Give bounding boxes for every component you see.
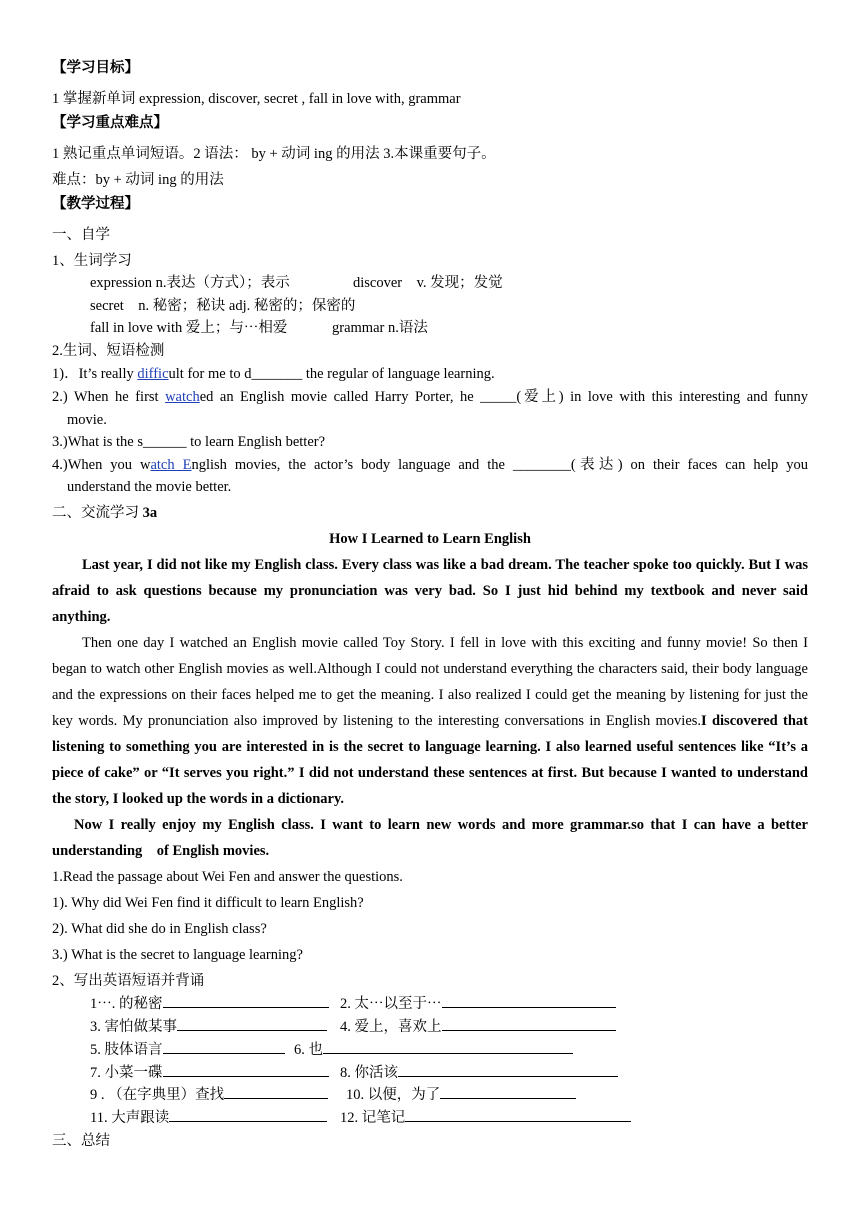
difficulty-text: 难点：by + 动词 ing 的用法	[52, 172, 224, 188]
phrase-12	[340, 1107, 631, 1128]
phrase-2-blank[interactable]	[442, 993, 616, 1008]
phrase-12-label: 12. 记笔记	[340, 1110, 406, 1126]
check-title: 2.生词、短语检测	[52, 343, 165, 359]
phrase-4-label: 4. 爱上，喜欢上	[340, 1019, 442, 1035]
phrase-title: 2、写出英语短语并背诵	[52, 973, 205, 989]
phrase-10-label: 10. 以便，为了	[346, 1087, 441, 1103]
phrase-8-label: 8. 你活该	[340, 1065, 398, 1081]
phrase-3-label: 3. 害怕做某事	[90, 1019, 177, 1035]
passage-paragraph-3	[52, 812, 808, 864]
phrase-5-label: 5. 肢体语言	[90, 1042, 163, 1058]
check-q1-pre: 1)．It’s really	[52, 366, 138, 382]
passage-paragraph-1	[52, 552, 808, 630]
passage-paragraph-1-text: Last year, I did not like my English class. Every class was like a bad dream. The teacher spoke too quickly. But I was afraid to ask questions because my pronunciation was very bad. So I just hid behind my textbook and never said anything.	[52, 557, 808, 625]
question-1: 1). Why did Wei Fen find it difficult to learn English?	[52, 895, 364, 911]
vocab-fall-in-love: fall in love with 爱上；与⋯相爱	[90, 320, 288, 336]
check-q2-post: ed an English movie called Harry Porter, he _____(爱上) in love with this interesting and funny	[199, 389, 809, 405]
passage-title: How I Learned to Learn English	[329, 531, 531, 547]
passage-paragraph-2	[52, 630, 808, 812]
phrase-9-label: 9 . （在字典里）查找	[90, 1087, 225, 1103]
phrase-11	[90, 1107, 327, 1128]
vocab-secret: secret n. 秘密；秘诀 adj. 秘密的；保密的	[90, 298, 356, 314]
passage-paragraph-3-text: Now I really enjoy my English class. I want to learn new words and more grammar.so that I can have a better understanding of English movies.	[52, 817, 808, 859]
phrase-8	[340, 1062, 618, 1083]
key-text: 1 熟记重点单词短语。2 语法： by + 动词 ing 的用法 3.本课重要句子。	[52, 146, 496, 162]
phrase-4-blank[interactable]	[442, 1016, 616, 1031]
vocab-title: 1、生词学习	[52, 253, 132, 269]
phrase-1	[90, 993, 329, 1014]
vocab-grammar: grammar n.语法	[332, 320, 428, 336]
phrase-2-label: 2. 太⋯以至于⋯	[340, 996, 442, 1012]
phrase-5	[90, 1039, 285, 1060]
section3-title: 三、总结	[52, 1133, 110, 1149]
passage-paragraph-2-bold: I discovered that listening to something you are interested in is the secret to language learning. I also learned useful sentences like “It’s a piece of cake” or “It serves you right.” I did not understand these sentences at first. But because I wanted to understand the story, I looked up the words in a dictionary.	[52, 713, 808, 807]
check-q4-pre: 4.)When you w	[52, 457, 151, 473]
check-q2-link[interactable]: watch	[165, 389, 200, 405]
phrase-7	[90, 1062, 329, 1083]
process-heading: 【教学过程】	[52, 196, 139, 212]
check-q1-link[interactable]: diffic	[137, 366, 169, 382]
phrase-6-blank[interactable]	[323, 1039, 573, 1054]
section2-title-text: 二、交流学习	[52, 505, 143, 521]
check-q2-cont: movie.	[67, 412, 107, 428]
goal-text: 1 掌握新单词 expression, discover, secret , fall in love with, grammar	[52, 91, 461, 107]
phrase-11-label: 11. 大声跟读	[90, 1110, 170, 1126]
phrase-5-blank[interactable]	[163, 1039, 285, 1054]
phrase-2	[340, 993, 616, 1014]
phrase-9-blank[interactable]	[224, 1084, 328, 1099]
goal-heading: 【学习目标】	[52, 60, 139, 76]
check-q1	[52, 364, 495, 384]
check-q4-cont: understand the movie better.	[67, 479, 232, 495]
phrase-11-blank[interactable]	[169, 1107, 327, 1122]
section2-title	[52, 503, 157, 523]
section2-title-code: 3a	[142, 505, 158, 521]
read-title: 1.Read the passage about Wei Fen and answer the questions.	[52, 869, 403, 885]
check-q4-post: nglish movies, the actor’s body language and the ________(表达) on their faces can help you	[191, 457, 808, 473]
key-heading: 【学习重点难点】	[52, 115, 168, 131]
phrase-3-blank[interactable]	[177, 1016, 327, 1031]
phrase-7-label: 7. 小菜一碟	[90, 1065, 163, 1081]
phrase-4	[340, 1016, 616, 1037]
check-q4	[52, 455, 808, 475]
phrase-1-label: 1⋯. 的秘密	[90, 996, 163, 1012]
check-q2-pre: 2.) When he first	[52, 389, 166, 405]
phrase-9	[90, 1084, 328, 1105]
question-3: 3.) What is the secret to language learning?	[52, 947, 303, 963]
phrase-10	[346, 1084, 576, 1105]
phrase-10-blank[interactable]	[440, 1084, 576, 1099]
check-q3: 3.)What is the s______ to learn English better?	[52, 434, 326, 450]
vocab-expression: expression n.表达（方式）；表示	[90, 275, 290, 291]
phrase-12-blank[interactable]	[405, 1107, 631, 1122]
phrase-7-blank[interactable]	[163, 1062, 329, 1077]
section1-title: 一、自学	[52, 227, 110, 243]
check-q4-link[interactable]: atch E	[150, 457, 192, 473]
phrase-3	[90, 1016, 327, 1037]
check-q1-post: ult for me to d_______ the regular of language learning.	[168, 366, 495, 382]
check-q2	[52, 387, 808, 407]
phrase-8-blank[interactable]	[398, 1062, 618, 1077]
vocab-discover: discover v. 发现；发觉	[353, 275, 503, 291]
phrase-1-blank[interactable]	[163, 993, 329, 1008]
phrase-6	[294, 1039, 573, 1060]
phrase-6-label: 6. 也	[294, 1042, 323, 1058]
question-2: 2). What did she do in English class?	[52, 921, 267, 937]
passage-paragraph-2-text: Then one day I watched an English movie called Toy Story. I fell in love with this exciting and funny movie! So then I began to watch other English movies as well.Although I could not understand everything the characters said, their body language and the expressions on their faces helped me to get the meaning. I also realized I could get the meaning by listening for just the key words. My pronunciation also improved by listening to the interesting conversations in English movies.	[52, 635, 808, 729]
